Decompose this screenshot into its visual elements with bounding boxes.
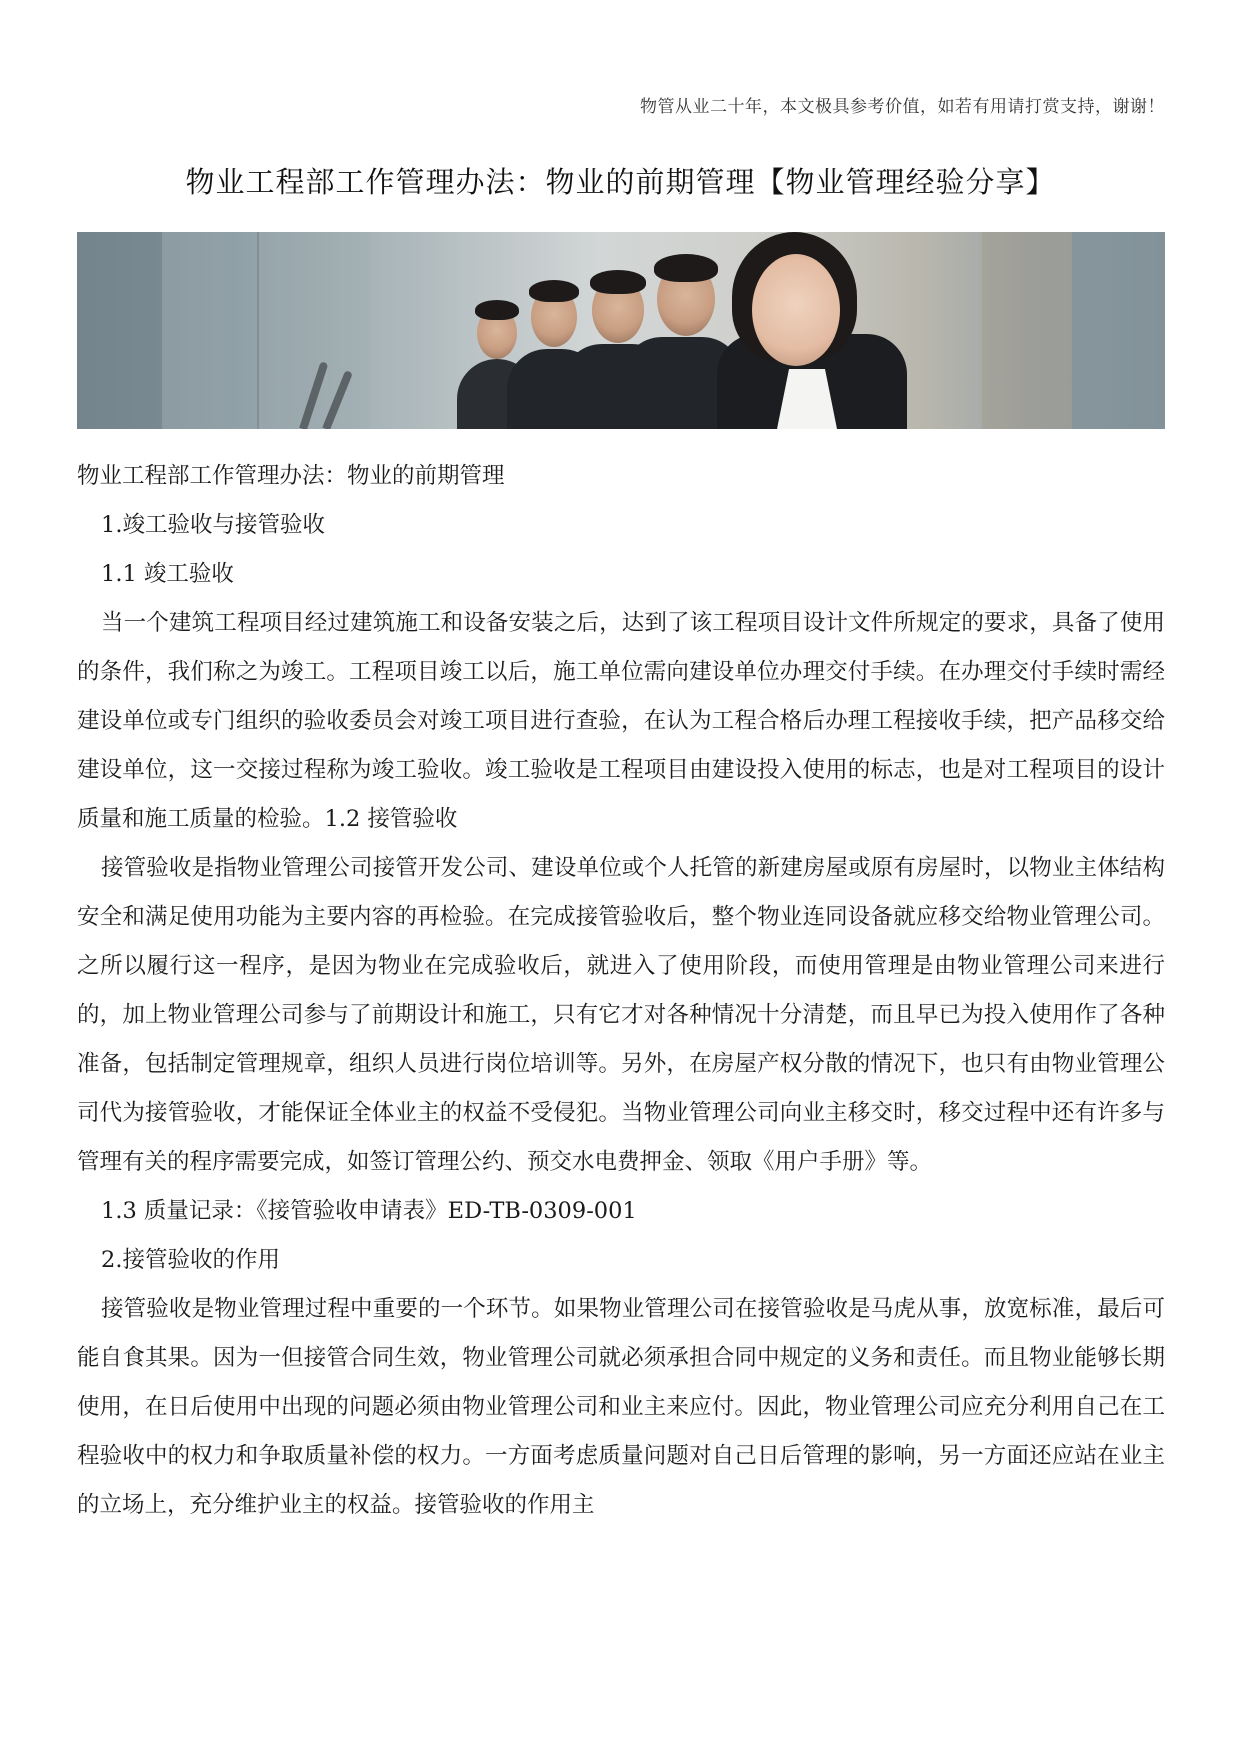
person-figure xyxy=(654,254,718,282)
banner-panel xyxy=(77,232,162,429)
header-note: 物管从业二十年，本文极具参考价值，如若有用请打赏支持，谢谢！ xyxy=(640,97,1165,117)
banner-image xyxy=(77,232,1165,429)
person-figure xyxy=(590,270,646,294)
section-heading: 2.接管验收的作用 xyxy=(101,1247,280,1273)
section-heading: 1.3 质量记录：《接管验收申请表》ED-TB-0309-001 xyxy=(101,1198,637,1224)
person-figure xyxy=(529,280,579,302)
paragraph: 接管验收是指物业管理公司接管开发公司、建设单位或个人托管的新建房屋或原有房屋时，以物业主体结构安全和满足使用功能为主要内容的再检验。在完成接管验收后，整个物业连同设备就应移交给物业管理公司。之所以履行这一程序，是因为物业在完成验收后，就进入了使用阶段，而使用管理是由物业管理公司来进行的，加上物业管理公司参与了前期设计和施工，只有它才对各种情况十分清楚，而且早已为投入使用作了各种准备，包括制定管理规章，组织人员进行岗位培训等。另外，在房屋产权分散的情况下，也只有由物业管理公司代为接管验收，才能保证全体业主的权益不受侵犯。当物业管理公司向业主移交时，移交过程中还有许多与管理有关的程序需要完成，如签订管理公约、预交水电费押金、领取《用户手册》等。 xyxy=(77,855,1165,1175)
banner-panel xyxy=(162,232,227,429)
article-subtitle: 物业工程部工作管理办法：物业的前期管理 xyxy=(77,463,505,489)
article-body xyxy=(77,452,1165,1530)
page-title: 物业工程部工作管理办法：物业的前期管理【物业管理经验分享】 xyxy=(185,165,1056,199)
person-figure xyxy=(475,300,519,320)
banner-panel xyxy=(1072,232,1165,429)
paragraph: 接管验收是物业管理过程中重要的一个环节。如果物业管理公司在接管验收是马虎从事，放宽标准，最后可能自食其果。因为一但接管合同生效，物业管理公司就必须承担合同中规定的义务和责任。而且物业能够长期使用，在日后使用中出现的问题必须由物业管理公司和业主来应付。因此，物业管理公司应充分利用自己在工程验收中的权力和争取质量补偿的权力。一方面考虑质量问题对自己日后管理的影响，另一方面还应站在业主的立场上，充分维护业主的权益。接管验收的作用主 xyxy=(77,1296,1165,1518)
section-heading: 1.竣工验收与接管验收 xyxy=(101,512,325,538)
person-figure xyxy=(752,254,840,366)
paragraph: 当一个建筑工程项目经过建筑施工和设备安装之后，达到了该工程项目设计文件所规定的要求，具备了使用的条件，我们称之为竣工。工程项目竣工以后，施工单位需向建设单位办理交付手续。在办理交付手续时需经建设单位或专门组织的验收委员会对竣工项目进行查验，在认为工程合格后办理工程接收手续，把产品移交给建设单位，这一交接过程称为竣工验收。竣工验收是工程项目由建设投入使用的标志，也是对工程项目的设计质量和施工质量的检验。1.2 接管验收 xyxy=(77,610,1165,832)
section-heading: 1.1 竣工验收 xyxy=(101,561,234,587)
banner-panel xyxy=(982,232,1072,429)
